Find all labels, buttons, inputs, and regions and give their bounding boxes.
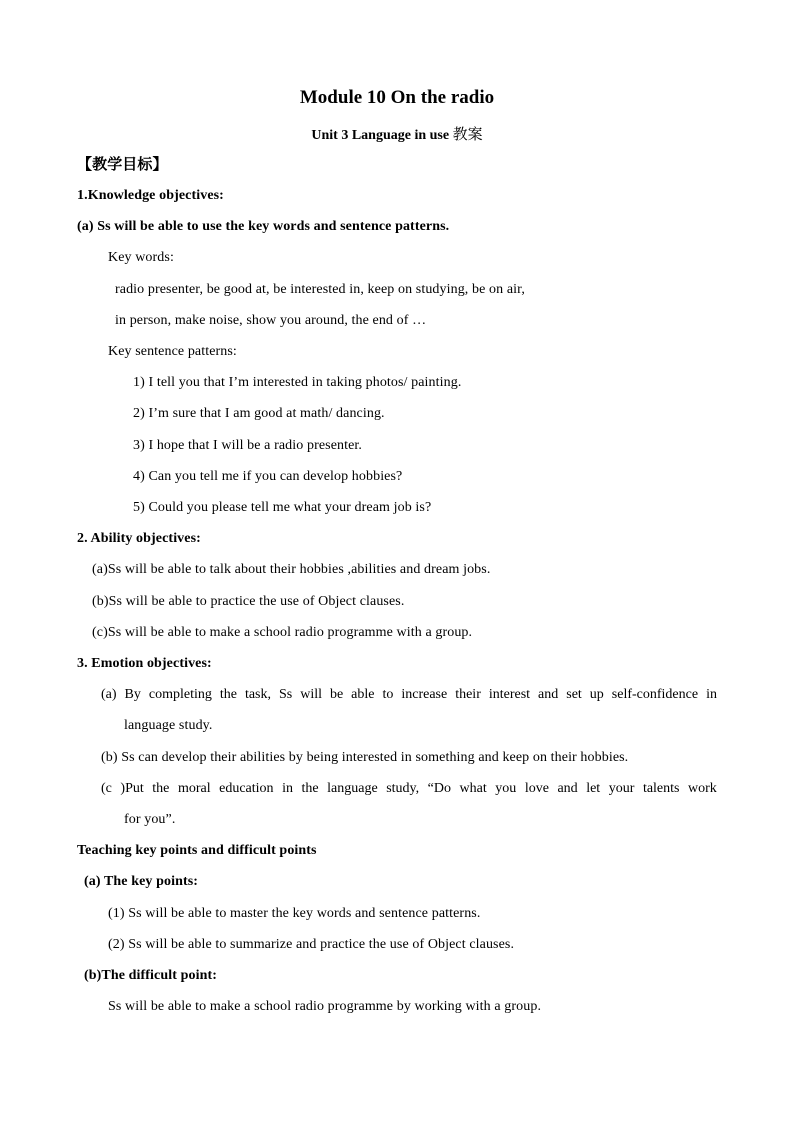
word: (a) — [101, 687, 117, 702]
word: language — [327, 781, 378, 796]
teaching-points-heading: Teaching key points and difficult points — [77, 843, 317, 858]
word: increase — [401, 687, 448, 702]
sentence-pattern-item: 3) I hope that I will be a radio presenter. — [133, 438, 362, 453]
key-sentence-patterns-label: Key sentence patterns: — [108, 344, 237, 359]
word: and — [538, 687, 559, 702]
subtitle-english: Unit 3 Language in use — [311, 128, 453, 143]
emotion-objective-a-line-2: language study. — [124, 718, 213, 733]
word: will — [300, 687, 322, 702]
knowledge-objective-a: (a) Ss will be able to use the key words and sentence patterns. — [77, 219, 450, 234]
word: “Do — [427, 781, 451, 796]
word: education — [219, 781, 274, 796]
word: By — [124, 687, 141, 702]
word: moral — [177, 781, 211, 796]
word: what — [459, 781, 487, 796]
sentence-pattern-item: 5) Could you please tell me what your dream job is? — [133, 500, 432, 515]
word: self-confidence — [611, 687, 699, 702]
word: set — [566, 687, 582, 702]
key-point-item: (2) Ss will be able to summarize and practice the use of Object clauses. — [108, 937, 515, 952]
word: in — [282, 781, 293, 796]
word: love — [524, 781, 549, 796]
word: your — [608, 781, 635, 796]
ability-objective-item: (c)Ss will be able to make a school radio programme with a group. — [92, 625, 473, 640]
ability-objective-item: (a)Ss will be able to talk about their hobbies ,abilities and dream jobs. — [92, 562, 491, 577]
word: (c — [101, 781, 112, 796]
word: interest — [488, 687, 531, 702]
word: and — [557, 781, 578, 796]
document-title: Module 10 On the radio — [299, 87, 495, 108]
word: able — [351, 687, 375, 702]
word: talents — [642, 781, 680, 796]
section-heading-objectives: 【教学目标】 — [77, 155, 168, 173]
word: work — [688, 781, 717, 796]
key-words-line-2: in person, make noise, show you around, the end of … — [115, 313, 427, 328]
word: completing — [148, 687, 212, 702]
word: you — [495, 781, 517, 796]
emotion-objectives-heading: 3. Emotion objectives: — [77, 656, 212, 671]
emotion-objective-c-line-1 — [101, 780, 717, 798]
word: let — [586, 781, 601, 796]
document-subtitle — [0, 124, 794, 146]
key-points-heading: (a) The key points: — [84, 874, 199, 889]
knowledge-objectives-heading: 1.Knowledge objectives: — [77, 188, 224, 203]
subtitle-chinese: 教案 — [452, 125, 483, 143]
emotion-objective-a-line-1 — [101, 686, 717, 704]
sentence-pattern-item: 1) I tell you that I’m interested in taking photos/ painting. — [133, 375, 462, 390]
emotion-objective-c-line-2: for you”. — [124, 812, 176, 827]
word: their — [455, 687, 481, 702]
word: to — [382, 687, 394, 702]
emotion-objective-b: (b) Ss can develop their abilities by being interested in something and keep on their hobbies. — [101, 750, 629, 765]
word: the — [152, 781, 170, 796]
word: task, — [244, 687, 271, 702]
word: )Put — [120, 781, 144, 796]
difficult-point-heading: (b)The difficult point: — [84, 968, 217, 983]
word: in — [706, 687, 717, 702]
difficult-point-item: Ss will be able to make a school radio programme by working with a group. — [108, 999, 542, 1014]
word: be — [329, 687, 344, 702]
word: the — [219, 687, 237, 702]
key-words-label: Key words: — [108, 250, 174, 265]
sentence-pattern-item: 2) I’m sure that I am good at math/ dancing. — [133, 406, 385, 421]
word: study, — [386, 781, 420, 796]
sentence-pattern-item: 4) Can you tell me if you can develop hobbies? — [133, 469, 403, 484]
ability-objectives-heading: 2. Ability objectives: — [77, 531, 201, 546]
key-words-line-1: radio presenter, be good at, be interested in, keep on studying, be on air, — [115, 282, 525, 297]
word: the — [301, 781, 319, 796]
word: Ss — [278, 687, 293, 702]
word: up — [589, 687, 604, 702]
ability-objective-item: (b)Ss will be able to practice the use of Object clauses. — [92, 594, 405, 609]
key-point-item: (1) Ss will be able to master the key words and sentence patterns. — [108, 906, 481, 921]
